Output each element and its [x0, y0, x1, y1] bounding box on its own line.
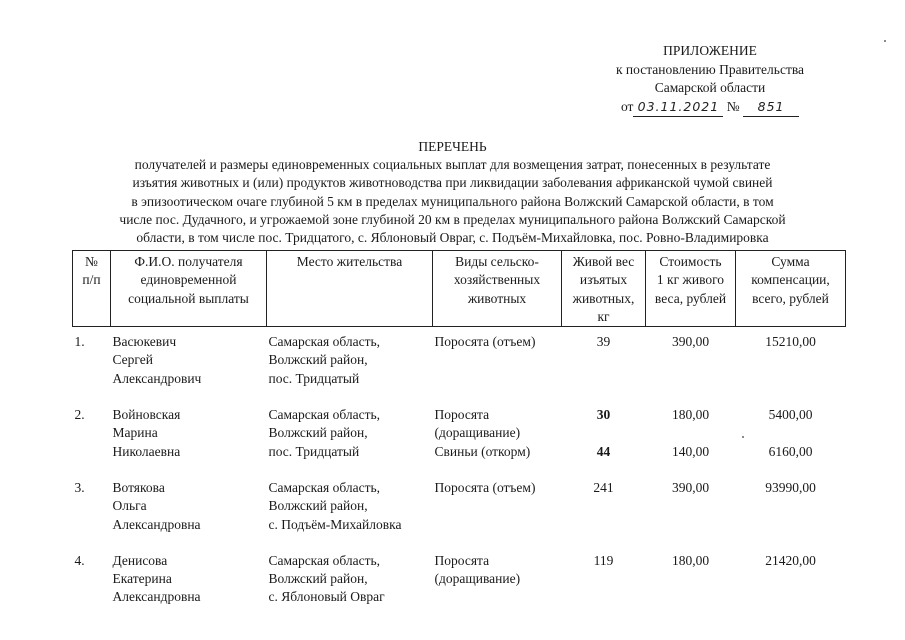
subtitle-line: числе пос. Дудачного, и угрожаемой зоне глубиной 20 км в пределах муниципального района Волжский Самарской: [119, 211, 786, 227]
appendix-block: [560, 42, 860, 117]
row-spacer: [73, 461, 846, 479]
recipient-address: [267, 479, 433, 534]
compensation-sum: [736, 479, 846, 534]
document-subtitle: [60, 156, 845, 247]
name-line: Денисова: [112, 552, 168, 568]
subtitle-line: получателей и размеры единовременных социальных выплат для возмещения затрат, понесенных в результате: [134, 157, 771, 172]
kind-line: (доращивание): [434, 571, 521, 587]
cost-value: 390,00: [671, 479, 710, 495]
appendix-title: ПРИЛОЖЕНИЕ: [663, 43, 757, 58]
compensation-sum: [736, 327, 846, 388]
date-prefix: от: [620, 98, 634, 114]
recipient-name: [111, 406, 267, 461]
animal-kind: [433, 552, 562, 607]
name-line: Вотякова: [112, 479, 165, 495]
name-line: Васюкевич: [112, 334, 177, 350]
kind-line: Поросята (отъем): [434, 479, 536, 495]
cost-per-kg: [646, 479, 736, 534]
name-line: Александровна: [112, 589, 201, 605]
table-row: [73, 327, 846, 388]
header-text: изъятых: [579, 272, 628, 288]
address-line: Волжский район,: [268, 352, 368, 368]
name-line: Сергей: [112, 352, 153, 368]
header-cost: [646, 251, 736, 327]
recipient-address: [267, 406, 433, 461]
header-text: всего, рублей: [752, 290, 829, 306]
header-text: веса, рублей: [654, 290, 727, 306]
sum-value: 15210,00: [765, 334, 816, 350]
recipient-name: [111, 479, 267, 534]
cost-value: 180,00: [671, 552, 710, 568]
animal-kind: [433, 406, 562, 461]
address-line: Самарская область,: [268, 334, 381, 350]
live-weight: [562, 406, 646, 461]
header-text: хозяйственных: [453, 272, 541, 288]
sum-value: 93990,00: [765, 479, 816, 495]
sum-value: 5400,00: [768, 407, 813, 423]
table-row: [73, 406, 846, 461]
appendix-line-3: Самарской области: [654, 80, 766, 95]
table-row: [73, 552, 846, 607]
header-text: Сумма: [771, 254, 810, 269]
header-text: Место жительства: [296, 254, 403, 269]
appendix-date-line: [560, 98, 860, 118]
header-text: Стоимость: [659, 254, 722, 269]
name-line: Александровна: [112, 516, 201, 532]
header-text: Живой вес: [572, 254, 635, 269]
address-line: с. Подъём-Михайловка: [268, 516, 402, 532]
cost-value: 140,00: [671, 443, 710, 459]
row-number: 4.: [74, 552, 85, 568]
header-text: кг: [597, 308, 610, 324]
header-sum: [736, 251, 846, 327]
animal-kind: [433, 327, 562, 388]
sum-value: 21420,00: [765, 552, 816, 568]
weight-value: 39: [596, 334, 611, 350]
name-line: Ольга: [112, 498, 147, 514]
document-title: ПЕРЕЧЕНЬ: [418, 139, 487, 154]
table-row: [73, 479, 846, 534]
weight-value: 241: [593, 479, 614, 495]
header-text: 1 кг живого: [656, 272, 725, 288]
live-weight: [562, 479, 646, 534]
header-text: Виды сельско-: [455, 254, 539, 269]
handwritten-number: 851: [743, 98, 799, 118]
recipient-name: [111, 327, 267, 388]
name-line: Екатерина: [112, 571, 172, 587]
kind-line: (доращивание): [434, 425, 521, 441]
header-text: №: [85, 254, 98, 269]
header-text: животных,: [572, 290, 635, 306]
address-line: пос. Тридцатый: [268, 370, 360, 386]
compensation-sum: [736, 406, 846, 461]
live-weight: [562, 327, 646, 388]
header-text: Ф.И.О. получателя: [134, 254, 243, 269]
cost-per-kg: [646, 406, 736, 461]
address-line: пос. Тридцатый: [268, 443, 360, 459]
kind-line: Поросята: [434, 407, 490, 423]
row-spacer: [73, 388, 846, 406]
weight-value: 30: [596, 407, 611, 423]
address-line: Самарская область,: [268, 407, 381, 423]
header-text: социальной выплаты: [128, 290, 249, 306]
address-line: с. Яблоновый Овраг: [268, 589, 385, 605]
kind-line: Поросята (отъем): [434, 334, 536, 350]
address-line: Волжский район,: [268, 425, 368, 441]
name-line: Николаевна: [112, 443, 181, 459]
recipients-table: [72, 250, 846, 607]
subtitle-line: области, в том числе пос. Тридцатого, с. Яблоновый Овраг, с. Подъём-Михайловка, пос. Ровно-Владимировка: [136, 230, 769, 246]
number-label: №: [726, 98, 740, 114]
recipient-name: [111, 552, 267, 607]
cost-value: 180,00: [671, 407, 710, 423]
header-text: компенсации,: [751, 272, 830, 288]
header-text: единовременной: [140, 272, 237, 288]
cost-value: 390,00: [671, 334, 710, 350]
table-header-row: [73, 251, 846, 327]
kind-line: Поросята: [434, 552, 490, 568]
cost-per-kg: [646, 552, 736, 607]
header-name: [111, 251, 267, 327]
header-text: животных: [467, 290, 527, 306]
subtitle-line: изъятия животных и (или) продуктов животноводства при ликвидации заболевания африканской чумой свиней: [132, 175, 773, 191]
row-number: 3.: [74, 479, 85, 495]
name-line: Александрович: [112, 370, 202, 386]
sum-value: 6160,00: [768, 443, 813, 459]
header-address: [267, 251, 433, 327]
recipient-address: [267, 327, 433, 388]
name-line: Войновская: [112, 407, 181, 423]
recipient-address: [267, 552, 433, 607]
header-weight: [562, 251, 646, 327]
row-spacer: [73, 534, 846, 552]
address-line: Волжский район,: [268, 571, 368, 587]
weight-value: 44: [596, 443, 611, 459]
weight-value: 119: [593, 552, 614, 568]
handwritten-date: 03.11.2021: [633, 98, 723, 118]
address-line: Самарская область,: [268, 479, 381, 495]
animal-kind: [433, 479, 562, 534]
kind-line: Свиньи (откорм): [434, 443, 531, 459]
subtitle-line: в эпизоотическом очаге глубиной 5 км в пределах муниципального района Волжский Самарской области, в том: [131, 193, 774, 209]
name-line: Марина: [112, 425, 158, 441]
address-line: Самарская область,: [268, 552, 381, 568]
row-number: 1.: [74, 334, 85, 350]
cost-per-kg: [646, 327, 736, 388]
compensation-sum: [736, 552, 846, 607]
live-weight: [562, 552, 646, 607]
scan-speck: [884, 40, 886, 42]
scan-speck: [742, 436, 744, 438]
header-text: п/п: [82, 272, 101, 288]
row-number: 2.: [74, 407, 85, 423]
header-kind: [433, 251, 562, 327]
header-num: [73, 251, 111, 327]
address-line: Волжский район,: [268, 498, 368, 514]
appendix-line-2: к постановлению Правительства: [615, 61, 805, 77]
